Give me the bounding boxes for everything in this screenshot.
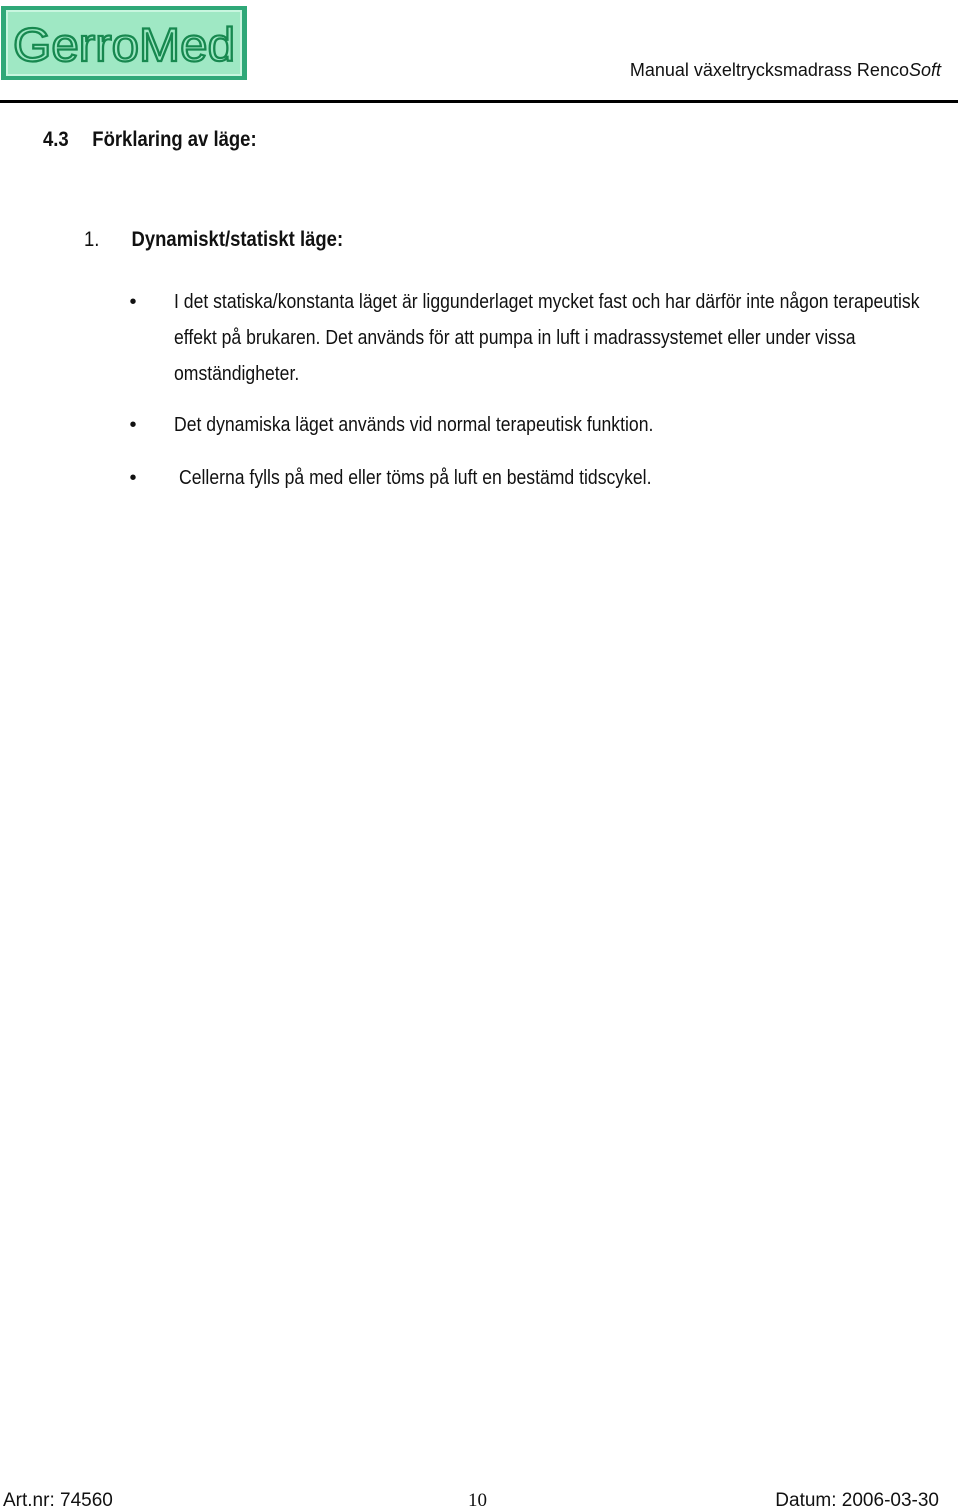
subsection-heading — [84, 228, 343, 252]
footer-page-number: 10 — [468, 1490, 487, 1511]
bullet-icon: • — [129, 414, 137, 436]
subsection-title: Dynamiskt/statiskt läge: — [131, 228, 344, 251]
document-title-italic: Soft — [908, 60, 941, 80]
document-title-main: Manual växeltrycksmadrass Renco — [629, 60, 909, 80]
subsection-number: 1. — [84, 228, 100, 251]
bullet-text: Det dynamiska läget används vid normal terapeutisk funktion. — [174, 414, 654, 436]
section-title: Förklaring av läge: — [92, 128, 257, 151]
bullet-item — [128, 407, 960, 443]
footer-date: Datum: 2006-03-30 — [775, 1490, 939, 1511]
bullet-text: I det statiska/konstanta läget är liggunderlaget mycket fast och har därför inte någon terapeutisk effekt på brukaren. Det används för att pumpa in luft i madrassystemet eller under vissa omständigheter. — [174, 291, 920, 385]
footer-article-number: Art.nr: 74560 — [3, 1490, 113, 1511]
logo-text: GerroMed — [13, 18, 235, 71]
section-heading — [43, 128, 257, 152]
bullet-icon: • — [129, 291, 137, 313]
bullet-icon: • — [129, 467, 137, 489]
bullet-item — [128, 460, 960, 496]
bullet-item — [128, 284, 960, 392]
document-title — [630, 60, 941, 81]
header-divider — [0, 100, 958, 103]
section-number: 4.3 — [43, 128, 69, 151]
bullet-text: Cellerna fylls på med eller töms på luft en bestämd tidscykel. — [179, 467, 652, 489]
gerromed-logo — [0, 5, 248, 81]
